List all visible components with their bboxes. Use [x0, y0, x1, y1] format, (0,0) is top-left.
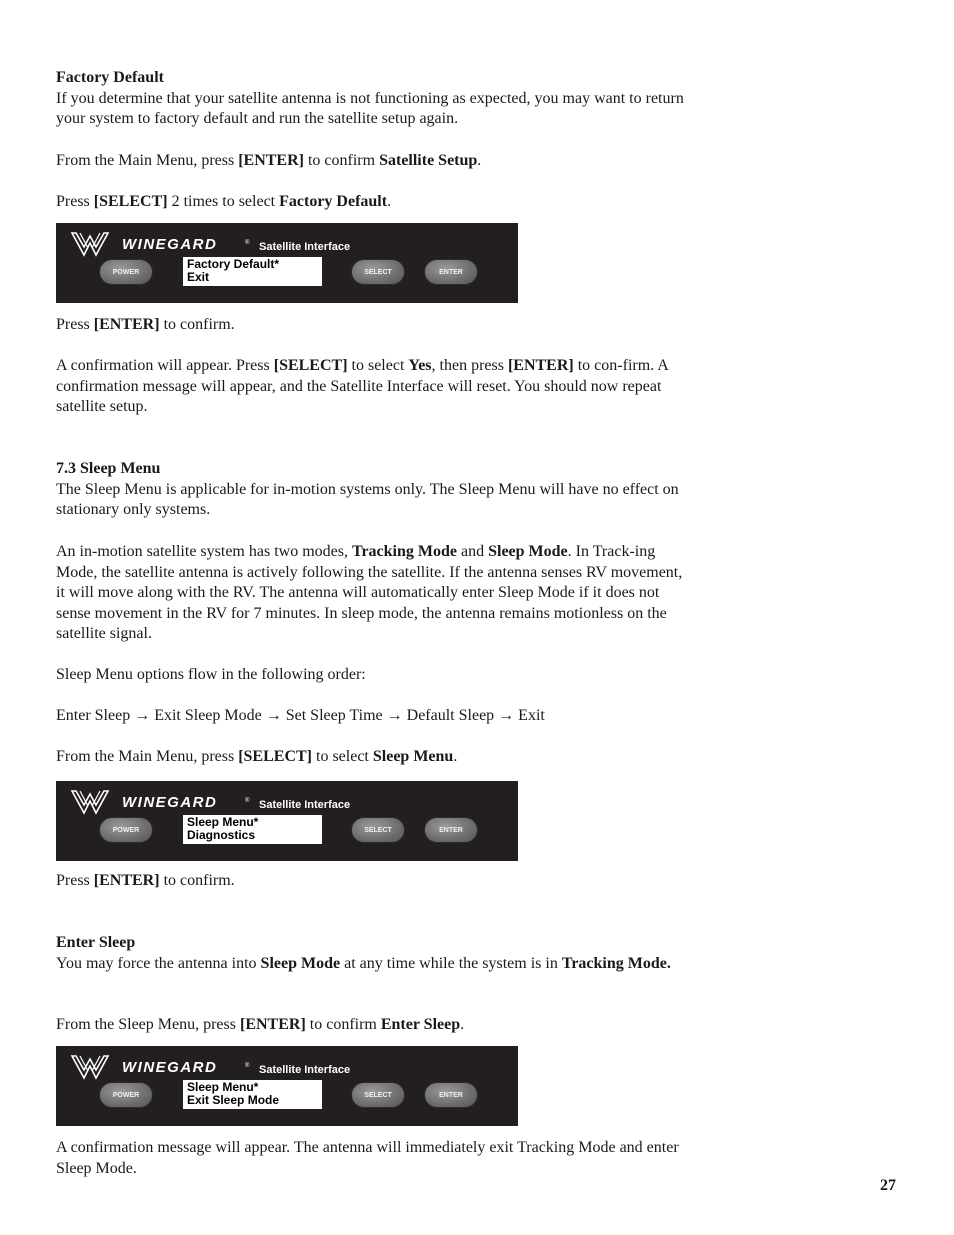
- text: to con-firm. A confirmation message will appear, and the Satellite Interface will reset. You should now repeat satellite setup.: [56, 357, 668, 416]
- key-label: [ENTER]: [93, 872, 160, 889]
- sleep-menu-modes: [56, 542, 688, 645]
- panel-subtitle: Satellite Interface: [259, 799, 351, 811]
- enter-button[interactable]: ENTER: [424, 1082, 478, 1108]
- power-button[interactable]: POWER: [99, 817, 153, 843]
- mode-label: Tracking Mode.: [561, 954, 671, 972]
- registered-mark: ®: [245, 240, 250, 246]
- text: A confirmation will appear. Press: [56, 357, 274, 374]
- text: to confirm: [303, 152, 380, 169]
- panel-subtitle: Satellite Interface: [259, 1064, 351, 1076]
- enter-sleep-section: [56, 933, 688, 974]
- sleep-menu-step2: [56, 871, 688, 892]
- factory-default-intro: If you determine that your satellite antenna is not functioning as expected, you may want to return your system to factory default and run the satellite setup again.: [56, 89, 684, 128]
- text: .: [387, 193, 392, 210]
- text: . In Track-ing Mode, the satellite antenna is actively following the satellite. If the antenna senses RV movement, it will move along with the RV. The antenna will automatically enter Sleep Mode if it does not sense movement in the RV for 7 minutes. In sleep mode, the antenna remains motionless on the satellite signal.: [56, 543, 683, 643]
- satellite-interface-panel-sleep-menu: [56, 781, 518, 861]
- enter-sleep-heading: Enter Sleep: [56, 934, 136, 951]
- sleep-menu-intro: The Sleep Menu is applicable for in-motion systems only. The Sleep Menu will have no effect on stationary only systems.: [56, 480, 679, 519]
- mode-label: Sleep Mode: [488, 543, 568, 560]
- text: From the Main Menu, press: [56, 748, 239, 765]
- page-number: 27: [880, 1177, 896, 1194]
- factory-default-heading: Factory Default: [56, 69, 164, 86]
- text: to confirm.: [159, 872, 235, 889]
- brand-name: WINEGARD: [122, 236, 218, 253]
- enter-button[interactable]: ENTER: [424, 259, 478, 285]
- text: .: [477, 152, 482, 169]
- factory-default-step2: [56, 192, 688, 213]
- text: to confirm: [305, 1016, 381, 1033]
- lcd-display: [183, 257, 322, 286]
- outro-text: A confirmation message will appear. The antenna will immediately exit Tracking Mode and enter Sleep Mode.: [56, 1139, 679, 1177]
- brand-name: WINEGARD: [122, 1059, 218, 1076]
- text: From the Sleep Menu, press: [56, 1016, 240, 1033]
- target-label: Yes: [408, 357, 432, 374]
- text: to select: [312, 748, 373, 765]
- panel-subtitle: Satellite Interface: [259, 241, 351, 253]
- mode-label: Sleep Mode: [260, 954, 341, 972]
- factory-default-confirm: [56, 356, 688, 418]
- text: .: [460, 1016, 465, 1033]
- text: You may force the antenna into: [56, 954, 261, 972]
- power-button[interactable]: POWER: [99, 259, 153, 285]
- text: 2 times to select: [167, 193, 280, 210]
- factory-default-section: [56, 68, 688, 130]
- lcd-line-1: Sleep Menu*: [187, 1080, 259, 1094]
- lcd-line-2: Exit Sleep Mode: [187, 1092, 280, 1107]
- key-label: [SELECT]: [273, 357, 348, 374]
- text: to select: [347, 357, 409, 374]
- sleep-menu-flow-intro: [56, 665, 688, 686]
- sleep-menu-heading: 7.3 Sleep Menu: [56, 460, 161, 477]
- text: Press: [56, 193, 94, 210]
- key-label: [ENTER]: [239, 1016, 306, 1033]
- key-label: [ENTER]: [507, 357, 574, 374]
- lcd-line-2: Diagnostics: [187, 827, 256, 842]
- key-label: [ENTER]: [93, 316, 160, 333]
- sleep-menu-section: [56, 459, 688, 521]
- text: Press: [56, 872, 94, 889]
- sleep-menu-step1: [56, 747, 688, 768]
- text: Press: [56, 316, 94, 333]
- enter-sleep-outro: [56, 1138, 688, 1179]
- select-button[interactable]: SELECT: [351, 817, 405, 843]
- flow-text: Enter Sleep → Exit Sleep Mode → Set Sleep Time → Default Sleep → Exit: [56, 707, 545, 724]
- brand-name: WINEGARD: [122, 794, 218, 811]
- factory-default-step1: [56, 151, 688, 172]
- key-label: [SELECT]: [238, 748, 312, 765]
- text: , then press: [431, 357, 508, 374]
- target-label: Satellite Setup: [379, 152, 478, 169]
- lcd-line-1: Factory Default*: [187, 257, 280, 271]
- mode-label: Tracking Mode: [351, 543, 457, 560]
- key-label: [ENTER]: [238, 152, 304, 169]
- flow-intro-text: Sleep Menu options flow in the following order:: [56, 666, 366, 683]
- text: to confirm.: [159, 316, 235, 333]
- satellite-interface-panel-enter-sleep: [56, 1046, 518, 1126]
- registered-mark: ®: [245, 1063, 250, 1069]
- enter-sleep-step1: [56, 1015, 688, 1036]
- satellite-interface-panel-factory-default: [56, 223, 518, 303]
- text: An in-motion satellite system has two modes,: [56, 543, 352, 560]
- target-label: Sleep Menu: [372, 748, 454, 765]
- select-button[interactable]: SELECT: [351, 259, 405, 285]
- sleep-menu-flow: [56, 706, 688, 727]
- text: From the Main Menu, press: [56, 152, 239, 169]
- target-label: Factory Default: [279, 193, 388, 210]
- text: and: [457, 543, 489, 560]
- lcd-line-1: Sleep Menu*: [187, 815, 259, 829]
- key-label: [SELECT]: [93, 193, 168, 210]
- factory-default-step3: [56, 315, 688, 336]
- text: at any time while the system is in: [340, 954, 562, 972]
- registered-mark: ®: [245, 798, 250, 804]
- lcd-line-2: Exit: [187, 269, 210, 284]
- lcd-display: [183, 815, 322, 844]
- target-label: Enter Sleep: [380, 1016, 461, 1033]
- lcd-display: [183, 1080, 322, 1109]
- power-button[interactable]: POWER: [99, 1082, 153, 1108]
- select-button[interactable]: SELECT: [351, 1082, 405, 1108]
- text: .: [453, 748, 458, 765]
- enter-button[interactable]: ENTER: [424, 817, 478, 843]
